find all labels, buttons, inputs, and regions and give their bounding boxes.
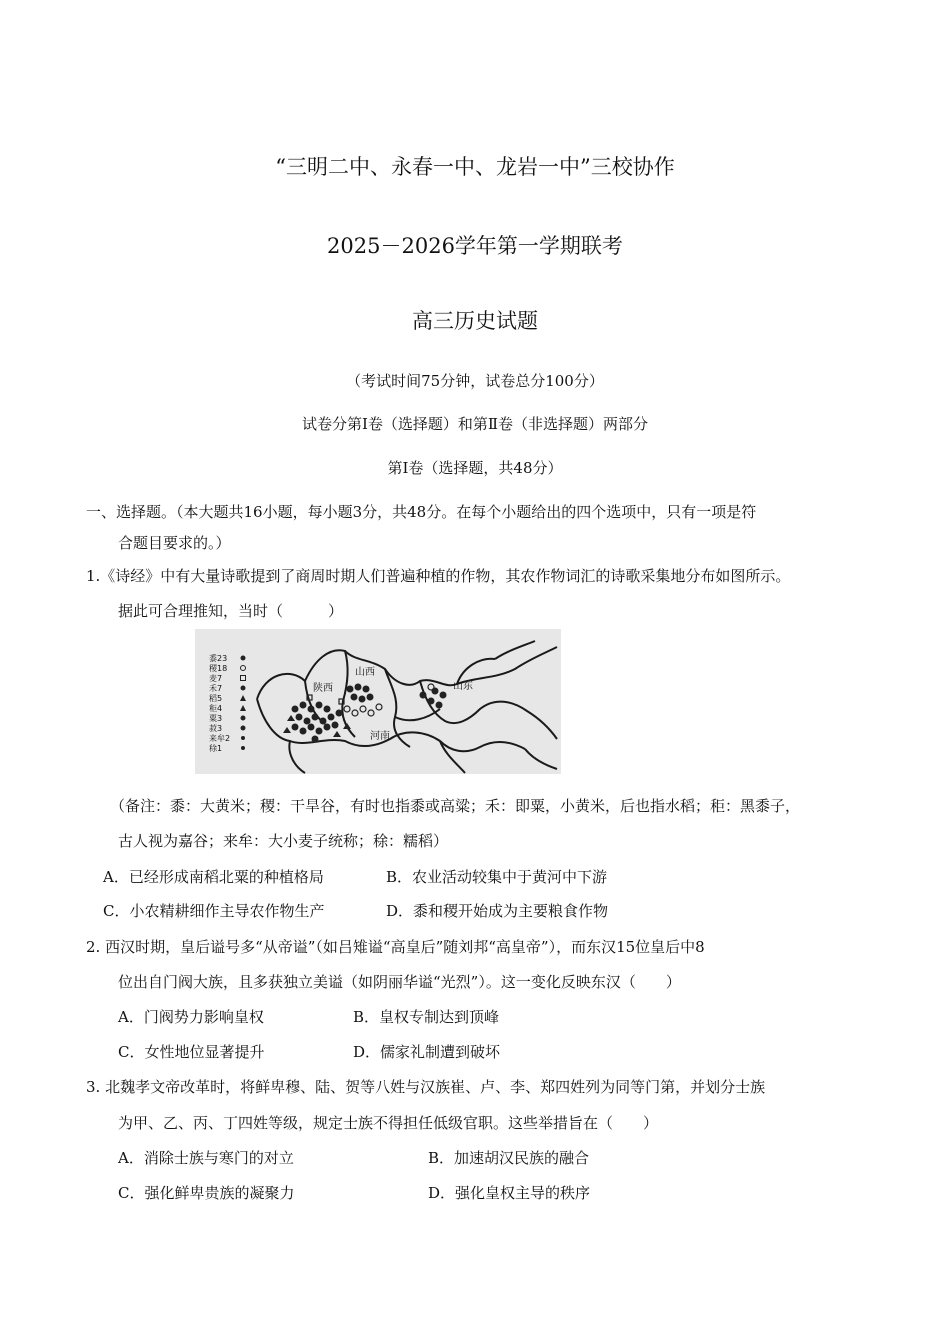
- legend-item: 稌1: [209, 744, 223, 753]
- q1-option-a[interactable]: A．已经形成南稻北粟的种植格局: [103, 868, 324, 886]
- q1-stem: 1.《诗经》中有大量诗歌提到了商周时期人们普遍种植的作物，其农作物词汇的诗歌采集地分布如图所示。: [86, 567, 791, 585]
- map-label-henan: 河南: [370, 731, 390, 742]
- q3-option-b[interactable]: B．加速胡汉民族的融合: [428, 1149, 590, 1167]
- legend-item: 禾7: [209, 684, 223, 693]
- q1-option-c[interactable]: C．小农精耕细作主导农作物生产: [103, 902, 325, 920]
- q2-stem-cont: 位出自门阀大族，且多获独立美谥（如阴丽华谥“光烈”）。这一变化反映东汉（ ）: [118, 973, 681, 991]
- legend-item: 粟3: [209, 714, 223, 723]
- q1-option-b[interactable]: B．农业活动较集中于黄河中下游: [386, 868, 608, 886]
- map-label-shaanxi: 陕西: [313, 683, 333, 694]
- school-title: “三明二中、永春一中、龙岩一中”三校协作: [275, 155, 675, 179]
- q2-option-a[interactable]: A．门阀势力影响皇权: [118, 1008, 264, 1026]
- map-label-shandong: 山东: [453, 681, 473, 692]
- exam-time-note: （考试时间75分钟，试卷总分100分）: [346, 372, 604, 390]
- section-instructions: 一、选择题。（本大题共16小题，每小题3分，共48分。在每个小题给出的四个选项中，只有一项是符: [86, 503, 757, 521]
- legend-item: 稷18: [209, 664, 228, 673]
- legend-item: 麦7: [209, 674, 223, 683]
- q3-option-d[interactable]: D．强化皇权主导的秩序: [428, 1184, 591, 1202]
- q1-stem-cont: 据此可合理推知，当时（ ）: [118, 602, 344, 620]
- q3-stem-cont: 为甲、乙、丙、丁四姓等级，规定士族不得担任低级官职。这些举措旨在（ ）: [118, 1114, 659, 1132]
- legend-item: 秬4: [209, 704, 223, 713]
- legend-item: 来牟2: [209, 734, 231, 743]
- q2-stem: 2. 西汉时期，皇后谥号多“从帝谥”（如吕雉谥“高皇后”随刘邦“高皇帝”），而东汉15位皇后中8: [86, 938, 705, 956]
- q3-option-a[interactable]: A．消除士族与寒门的对立: [118, 1149, 294, 1167]
- map-legend: [209, 653, 246, 753]
- q1-option-d[interactable]: D．黍和稷开始成为主要粮食作物: [386, 902, 609, 920]
- paper-structure-note: 试卷分第Ⅰ卷（选择题）和第Ⅱ卷（非选择题）两部分: [301, 415, 649, 433]
- section-instructions-cont: 合题目要求的。）: [118, 534, 231, 552]
- legend-item: 稻5: [209, 694, 223, 703]
- q2-option-c[interactable]: C．女性地位显著提升: [118, 1043, 265, 1061]
- q2-option-b[interactable]: B．皇权专制达到顶峰: [353, 1008, 500, 1026]
- part-one-heading: 第Ⅰ卷（选择题，共48分）: [387, 459, 563, 477]
- q2-option-d[interactable]: D．儒家礼制遭到破坏: [353, 1043, 501, 1061]
- map-label-shanxi: 山西: [355, 667, 375, 678]
- exam-term-title: 2025－2026学年第一学期联考: [327, 234, 623, 258]
- legend-item: 菽3: [209, 724, 223, 733]
- q1-note: （备注：黍：大黄米；稷：干旱谷，有时也指黍或高粱；禾：即粟，小黄米，后也指水稻；秬：黑黍子，: [110, 797, 801, 815]
- q3-stem: 3. 北魏孝文帝改革时，将鲜卑穆、陆、贺等八姓与汉族崔、卢、李、郑四姓列为同等门第，并划分士族: [86, 1078, 766, 1096]
- subject-title: 高三历史试题: [412, 309, 538, 333]
- q1-distribution-map: [195, 629, 561, 774]
- q3-option-c[interactable]: C．强化鲜卑贵族的凝聚力: [118, 1184, 295, 1202]
- q1-note-cont: 古人视为嘉谷；来牟：大小麦子统称；稌：糯稻）: [118, 832, 449, 850]
- legend-item: 黍23: [209, 654, 228, 663]
